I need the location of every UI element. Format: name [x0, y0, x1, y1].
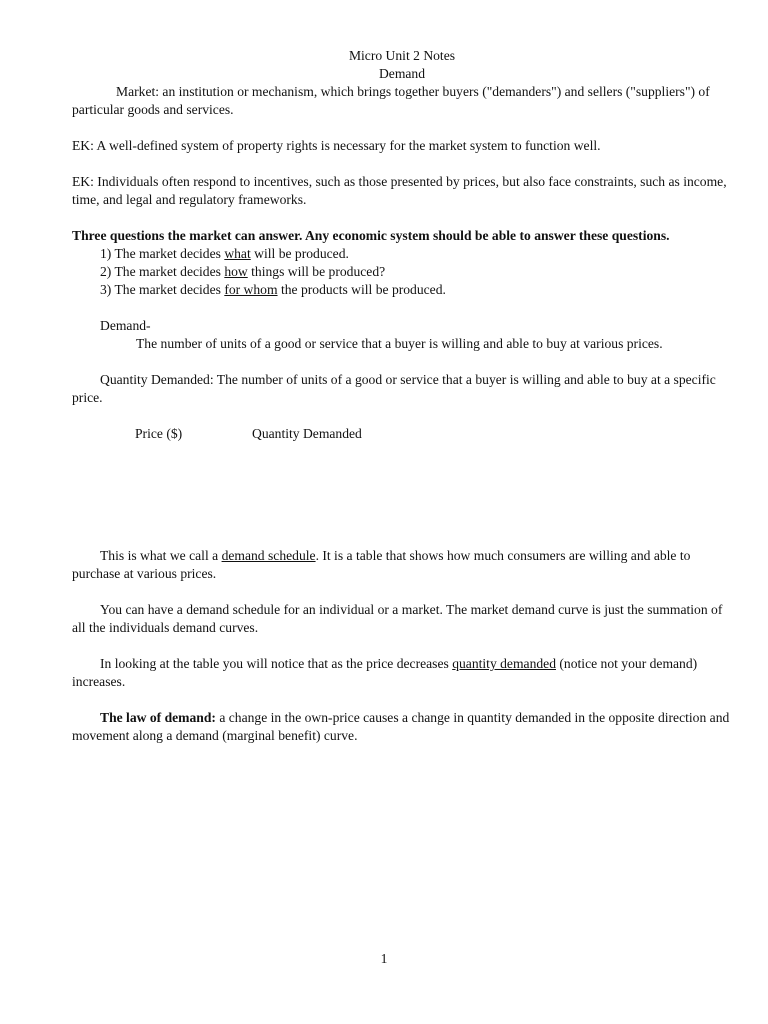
keyword-demand-schedule: demand schedule: [221, 548, 316, 563]
demand-schedule-header: [72, 425, 732, 443]
demand-schedule-paragraph: [72, 547, 732, 583]
question-item: [72, 245, 732, 263]
paragraph-text: In looking at the table you will notice that as the price decreases: [100, 656, 453, 671]
market-definition: Market: an institution or mechanism, which brings together buyers ("demanders") and sellers ("suppliers") of particular goods and services.: [72, 84, 710, 117]
question-keyword: what: [224, 246, 251, 261]
doc-subtitle: Demand: [378, 66, 426, 81]
table-notice-paragraph: [72, 655, 732, 691]
question-text: the products will be produced.: [277, 282, 446, 297]
keyword-quantity-demanded: quantity demanded: [452, 656, 556, 671]
quantity-column-header: Quantity Demanded: [252, 426, 362, 441]
law-of-demand-label: The law of demand:: [100, 710, 216, 725]
doc-title: Micro Unit 2 Notes: [348, 48, 456, 63]
question-text: 3) The market decides: [100, 282, 225, 297]
paragraph-text: This is what we call a: [100, 548, 222, 563]
question-item: [72, 263, 732, 281]
question-text: will be produced.: [250, 246, 349, 261]
demand-schedule-blank-area: [72, 443, 732, 547]
page-number: 1: [380, 951, 388, 966]
question-keyword: how: [224, 264, 248, 279]
individual-market-paragraph: You can have a demand schedule for an individual or a market. The market demand curve is just the summation of all the individuals demand curves.: [72, 602, 723, 635]
demand-label: Demand-: [100, 318, 151, 333]
law-of-demand-paragraph: [72, 709, 732, 745]
question-text: 2) The market decides: [100, 264, 225, 279]
ek-incentives: EK: Individuals often respond to incentives, such as those presented by prices, but also face constraints, such as income, time, and legal and regulatory frameworks.: [72, 174, 727, 207]
demand-definition: The number of units of a good or service that a buyer is willing and able to buy at various prices.: [136, 336, 663, 351]
paragraph-text: (notice not your demand) increases.: [72, 656, 698, 689]
question-text: 1) The market decides: [100, 246, 225, 261]
questions-heading: Three questions the market can answer. Any economic system should be able to answer these questions.: [72, 228, 670, 243]
quantity-demanded-definition: Quantity Demanded: The number of units of a good or service that a buyer is willing and able to buy at a specific price.: [72, 372, 716, 405]
paragraph-text: . It is a table that shows how much consumers are willing and able to purchase at various prices.: [72, 548, 691, 581]
question-keyword: for whom: [224, 282, 278, 297]
question-item: [72, 281, 732, 299]
law-of-demand-text: a change in the own-price causes a change in quantity demanded in the opposite direction and movement along a demand (marginal benefit) curve.: [72, 710, 730, 743]
document-page: [72, 47, 732, 745]
ek-property-rights: EK: A well-defined system of property rights is necessary for the market system to function well.: [72, 138, 601, 153]
question-text: things will be produced?: [247, 264, 386, 279]
price-column-header: Price ($): [135, 426, 183, 441]
